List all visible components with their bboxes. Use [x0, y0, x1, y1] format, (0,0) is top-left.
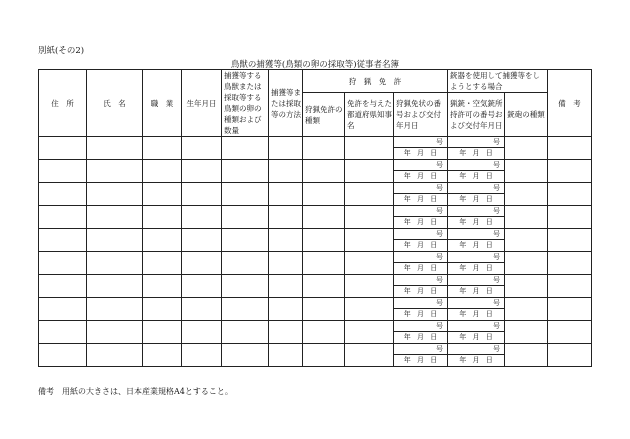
cell-license-type[interactable] — [303, 229, 345, 252]
cell-gun-type[interactable] — [505, 229, 548, 252]
header-remarks: 備 考 — [548, 70, 592, 137]
cell-address[interactable] — [39, 137, 87, 160]
cell-gun-permit-date[interactable]: 年 月 日 — [448, 263, 505, 275]
cell-method[interactable] — [269, 206, 303, 229]
cell-name[interactable] — [87, 206, 143, 229]
cell-gun-type[interactable] — [505, 275, 548, 298]
table-row — [39, 344, 592, 355]
cell-remarks[interactable] — [548, 206, 592, 229]
cell-prefecture[interactable] — [345, 137, 394, 160]
header-species-count: 捕獲等する鳥獣または採取等する鳥類の卵の種類および数量 — [222, 70, 269, 137]
table-row — [39, 275, 592, 286]
cell-birth-date[interactable] — [182, 252, 222, 275]
cell-method[interactable] — [269, 344, 303, 367]
cell-name[interactable] — [87, 321, 143, 344]
cell-prefecture[interactable] — [345, 275, 394, 298]
cell-name[interactable] — [87, 298, 143, 321]
cell-gun-permit-date[interactable]: 年 月 日 — [448, 217, 505, 229]
cell-name[interactable] — [87, 344, 143, 367]
cell-address[interactable] — [39, 298, 87, 321]
cell-license-type[interactable] — [303, 252, 345, 275]
cell-remarks[interactable] — [548, 183, 592, 206]
cell-license-type[interactable] — [303, 321, 345, 344]
cell-species-count[interactable] — [222, 275, 269, 298]
table-row — [39, 160, 592, 171]
cell-gun-permit-date[interactable]: 年 月 日 — [448, 286, 505, 298]
header-license-group: 狩 猟 免 許 — [303, 70, 448, 93]
cell-species-count[interactable] — [222, 321, 269, 344]
cell-address[interactable] — [39, 275, 87, 298]
cell-occupation[interactable] — [143, 137, 182, 160]
cell-occupation[interactable] — [143, 298, 182, 321]
cell-remarks[interactable] — [548, 137, 592, 160]
cell-license-date[interactable]: 年 月 日 — [394, 332, 448, 344]
header-prefecture: 免許を与えた都道府県知事名 — [345, 93, 394, 137]
cell-address[interactable] — [39, 344, 87, 367]
cell-license-date[interactable]: 年 月 日 — [394, 263, 448, 275]
cell-license-date[interactable]: 年 月 日 — [394, 217, 448, 229]
cell-license-number[interactable]: 号 — [394, 137, 448, 148]
cell-species-count[interactable] — [222, 298, 269, 321]
cell-gun-permit-number[interactable]: 号 — [448, 183, 505, 194]
cell-license-type[interactable] — [303, 298, 345, 321]
cell-species-count[interactable] — [222, 229, 269, 252]
cell-gun-permit-number[interactable]: 号 — [448, 137, 505, 148]
cell-license-date[interactable]: 年 月 日 — [394, 286, 448, 298]
cell-license-date[interactable]: 年 月 日 — [394, 171, 448, 183]
cell-gun-permit-number[interactable]: 号 — [448, 160, 505, 171]
header-name: 氏 名 — [87, 70, 143, 137]
cell-gun-type[interactable] — [505, 344, 548, 367]
cell-name[interactable] — [87, 137, 143, 160]
cell-method[interactable] — [269, 252, 303, 275]
cell-license-number[interactable]: 号 — [394, 321, 448, 332]
cell-method[interactable] — [269, 321, 303, 344]
cell-birth-date[interactable] — [182, 137, 222, 160]
cell-gun-permit-number[interactable]: 号 — [448, 252, 505, 263]
cell-prefecture[interactable] — [345, 206, 394, 229]
cell-birth-date[interactable] — [182, 344, 222, 367]
header-license-type: 狩猟免許の種類 — [303, 93, 345, 137]
cell-license-number[interactable]: 号 — [394, 229, 448, 240]
cell-address[interactable] — [39, 160, 87, 183]
cell-birth-date[interactable] — [182, 275, 222, 298]
cell-occupation[interactable] — [143, 183, 182, 206]
cell-gun-permit-number[interactable]: 号 — [448, 321, 505, 332]
cell-birth-date[interactable] — [182, 160, 222, 183]
cell-name[interactable] — [87, 183, 143, 206]
cell-prefecture[interactable] — [345, 252, 394, 275]
cell-license-date[interactable]: 年 月 日 — [394, 309, 448, 321]
header-birth-date: 生年月日 — [182, 70, 222, 137]
cell-remarks[interactable] — [548, 275, 592, 298]
cell-species-count[interactable] — [222, 137, 269, 160]
cell-method[interactable] — [269, 160, 303, 183]
cell-method[interactable] — [269, 275, 303, 298]
cell-occupation[interactable] — [143, 344, 182, 367]
table-row — [39, 298, 592, 309]
cell-gun-permit-date[interactable]: 年 月 日 — [448, 332, 505, 344]
cell-prefecture[interactable] — [345, 229, 394, 252]
cell-license-date[interactable]: 年 月 日 — [394, 355, 448, 367]
cell-gun-permit-number[interactable]: 号 — [448, 298, 505, 309]
header-occupation: 職 業 — [143, 70, 182, 137]
cell-license-number[interactable]: 号 — [394, 183, 448, 194]
cell-name[interactable] — [87, 252, 143, 275]
cell-gun-permit-date[interactable]: 年 月 日 — [448, 355, 505, 367]
header-gun-group: 銃器を使用して捕獲等をしようとする場合 — [448, 70, 548, 93]
cell-license-date[interactable]: 年 月 日 — [394, 194, 448, 206]
cell-gun-permit-date[interactable]: 年 月 日 — [448, 171, 505, 183]
cell-gun-type[interactable] — [505, 160, 548, 183]
cell-occupation[interactable] — [143, 275, 182, 298]
cell-license-number[interactable]: 号 — [394, 344, 448, 355]
cell-license-number[interactable]: 号 — [394, 252, 448, 263]
table-row — [39, 252, 592, 263]
cell-license-date[interactable]: 年 月 日 — [394, 148, 448, 160]
footnote: 備考 用紙の大きさは、日本産業規格A4とすること。 — [38, 387, 233, 396]
cell-species-count[interactable] — [222, 252, 269, 275]
cell-gun-type[interactable] — [505, 137, 548, 160]
cell-prefecture[interactable] — [345, 298, 394, 321]
table-row — [39, 229, 592, 240]
header-method: 捕獲等または採取等の方法 — [269, 70, 303, 137]
cell-name[interactable] — [87, 229, 143, 252]
cell-method[interactable] — [269, 298, 303, 321]
cell-address[interactable] — [39, 183, 87, 206]
cell-gun-permit-number[interactable]: 号 — [448, 275, 505, 286]
cell-license-type[interactable] — [303, 344, 345, 367]
cell-occupation[interactable] — [143, 252, 182, 275]
cell-species-count[interactable] — [222, 206, 269, 229]
cell-address[interactable] — [39, 229, 87, 252]
cell-species-count[interactable] — [222, 160, 269, 183]
reference-label: 別紙(その2) — [38, 46, 85, 56]
cell-address[interactable] — [39, 206, 87, 229]
cell-license-number[interactable]: 号 — [394, 160, 448, 171]
cell-prefecture[interactable] — [345, 183, 394, 206]
cell-occupation[interactable] — [143, 229, 182, 252]
cell-license-type[interactable] — [303, 206, 345, 229]
header-gun-permit: 猟銃・空気銃所持許可の番号および交付年月日 — [448, 93, 505, 137]
cell-birth-date[interactable] — [182, 298, 222, 321]
form-title: 鳥獣の捕獲等(鳥類の卵の採取等)従事者名簿 — [230, 60, 400, 70]
cell-species-count[interactable] — [222, 183, 269, 206]
cell-method[interactable] — [269, 137, 303, 160]
cell-gun-permit-number[interactable]: 号 — [448, 344, 505, 355]
header-license-number-date: 狩猟免状の番号および交付年月日 — [394, 93, 448, 137]
cell-birth-date[interactable] — [182, 321, 222, 344]
cell-remarks[interactable] — [548, 298, 592, 321]
cell-species-count[interactable] — [222, 344, 269, 367]
cell-gun-permit-number[interactable]: 号 — [448, 229, 505, 240]
cell-gun-type[interactable] — [505, 206, 548, 229]
cell-gun-permit-date[interactable]: 年 月 日 — [448, 240, 505, 252]
cell-license-number[interactable]: 号 — [394, 206, 448, 217]
header-gun-type: 銃砲の種類 — [505, 93, 548, 137]
cell-prefecture[interactable] — [345, 321, 394, 344]
cell-license-type[interactable] — [303, 160, 345, 183]
cell-prefecture[interactable] — [345, 344, 394, 367]
cell-address[interactable] — [39, 252, 87, 275]
cell-gun-type[interactable] — [505, 183, 548, 206]
cell-name[interactable] — [87, 275, 143, 298]
cell-occupation[interactable] — [143, 206, 182, 229]
cell-remarks[interactable] — [548, 252, 592, 275]
cell-birth-date[interactable] — [182, 183, 222, 206]
cell-license-number[interactable]: 号 — [394, 275, 448, 286]
cell-gun-permit-number[interactable]: 号 — [448, 206, 505, 217]
cell-occupation[interactable] — [143, 160, 182, 183]
table-row — [39, 206, 592, 217]
cell-prefecture[interactable] — [345, 160, 394, 183]
cell-name[interactable] — [87, 160, 143, 183]
cell-gun-permit-date[interactable]: 年 月 日 — [448, 148, 505, 160]
cell-address[interactable] — [39, 321, 87, 344]
cell-gun-permit-date[interactable]: 年 月 日 — [448, 194, 505, 206]
cell-birth-date[interactable] — [182, 206, 222, 229]
header-address: 住 所 — [39, 70, 87, 137]
cell-gun-type[interactable] — [505, 298, 548, 321]
table-row — [39, 183, 592, 194]
cell-license-type[interactable] — [303, 275, 345, 298]
cell-license-number[interactable]: 号 — [394, 298, 448, 309]
table-row — [39, 137, 592, 148]
cell-gun-type[interactable] — [505, 321, 548, 344]
table-row — [39, 321, 592, 332]
cell-remarks[interactable] — [548, 160, 592, 183]
register-table — [38, 69, 592, 367]
cell-method[interactable] — [269, 183, 303, 206]
cell-license-date[interactable]: 年 月 日 — [394, 240, 448, 252]
cell-gun-permit-date[interactable]: 年 月 日 — [448, 309, 505, 321]
cell-remarks[interactable] — [548, 321, 592, 344]
cell-birth-date[interactable] — [182, 229, 222, 252]
cell-gun-type[interactable] — [505, 252, 548, 275]
cell-license-type[interactable] — [303, 183, 345, 206]
cell-occupation[interactable] — [143, 321, 182, 344]
cell-remarks[interactable] — [548, 229, 592, 252]
cell-method[interactable] — [269, 229, 303, 252]
cell-license-type[interactable] — [303, 137, 345, 160]
cell-remarks[interactable] — [548, 344, 592, 367]
